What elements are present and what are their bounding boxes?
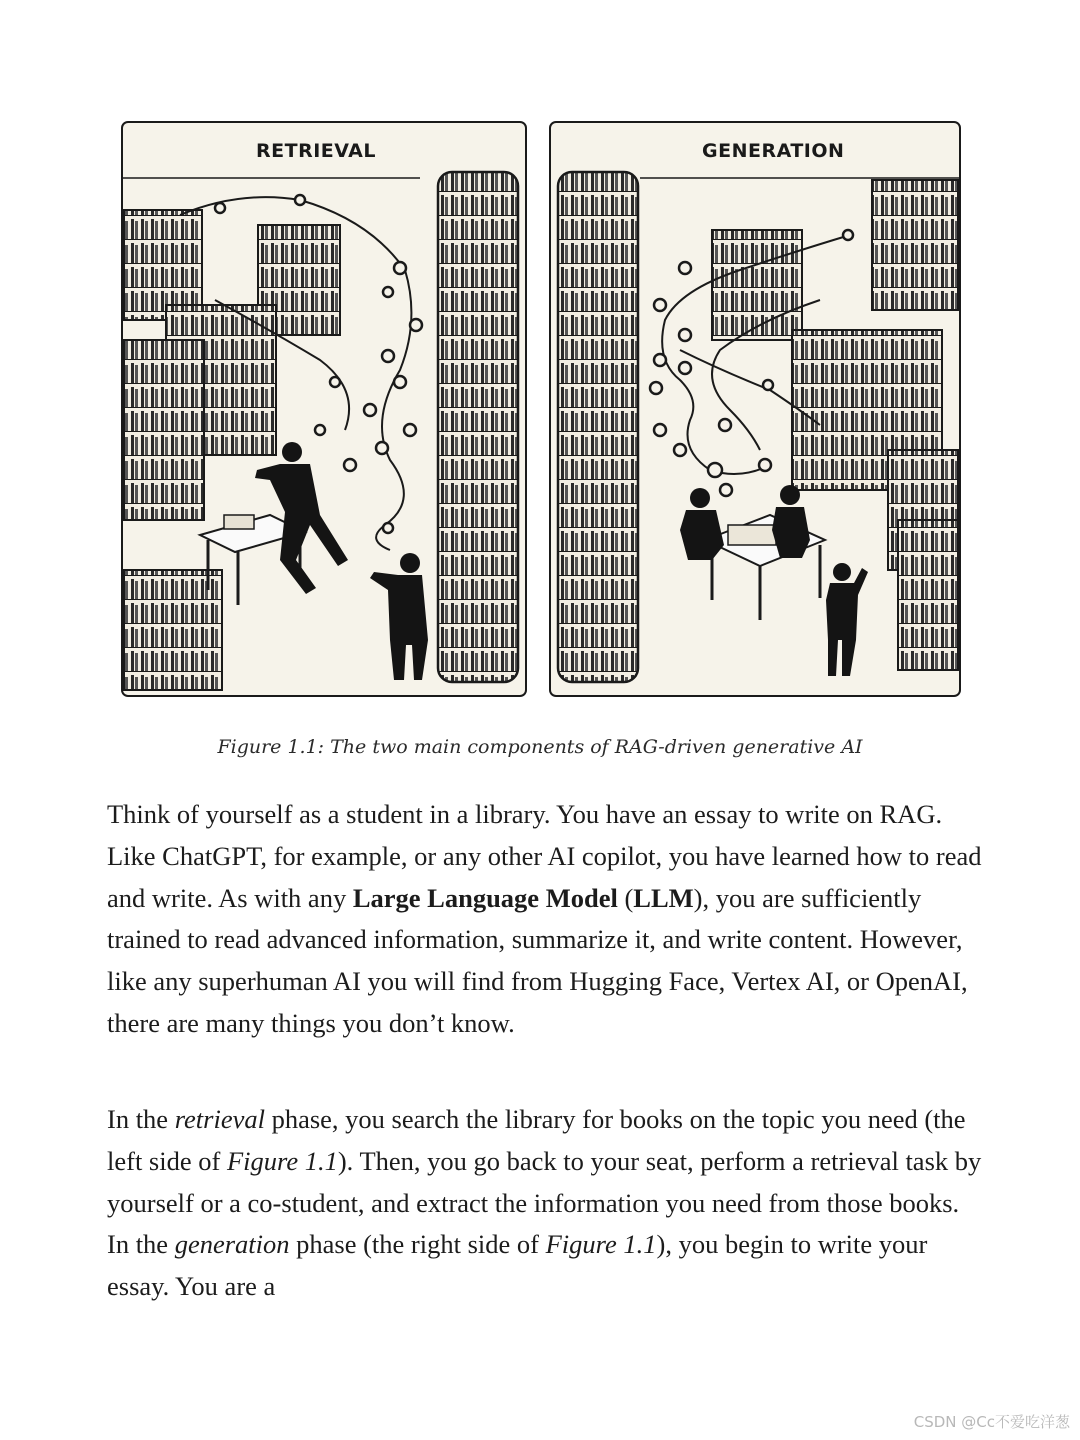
paragraph-2-text: phase, you search the library for books on the topic you need (the left side of — [107, 1104, 966, 1176]
generation-panel — [550, 122, 960, 696]
bold-term-llm: LLM — [633, 882, 694, 913]
bookshelf — [712, 230, 802, 340]
paragraph-1 — [107, 794, 987, 1045]
bold-term-llm-full: Large Language Model — [352, 882, 618, 913]
generation-title: GENERATION — [702, 140, 845, 162]
paragraph-1-text: Think of yourself as a student in a library. You have an essay to write on RAG. Like ChatGPT, for example, or any other AI copilot, you have learned how to read and write. As with any — [107, 799, 982, 913]
paragraph-2-text: In the — [107, 1104, 175, 1134]
paragraph-2-text: phase (the right side of — [289, 1229, 546, 1260]
italic-term-retrieval: retrieval — [174, 1104, 265, 1134]
paragraph-2 — [107, 1099, 987, 1308]
paragraph-1-text: ( — [617, 882, 634, 913]
figure-reference: Figure 1.1 — [226, 1145, 338, 1176]
figure-caption: Figure 1.1: The two main components of RAG-driven generative AI — [217, 736, 863, 758]
figure-reference: Figure 1.1 — [545, 1229, 657, 1260]
bookshelf — [124, 340, 204, 520]
retrieval-title: RETRIEVAL — [256, 140, 376, 162]
watermark: CSDN @Cc不爱吃洋葱 — [913, 1413, 1070, 1431]
paragraph-2-text: ). Then, you go back to your seat, perform a retrieval task by yourself or a co-student, and extract the information you need from those books. In the — [107, 1145, 982, 1260]
bookshelf — [124, 210, 202, 320]
bookshelf — [898, 520, 958, 670]
library-illustration — [120, 120, 962, 700]
retrieval-panel — [122, 122, 526, 696]
tall-bookshelf-left — [438, 172, 518, 682]
bookshelf — [872, 180, 958, 310]
paragraph-2-text: ), you begin to write your essay. You are a — [107, 1229, 928, 1302]
rag-figure — [120, 120, 962, 700]
paragraph-1-text: ), you are sufficiently trained to read advanced information, summarize it, and write content. However, like any superhuman AI you will find from Hugging Face, Vertex AI, or OpenAI, there are many things you don’t know. — [107, 882, 968, 1038]
tall-bookshelf-right — [558, 172, 638, 682]
italic-term-generation: generation — [174, 1229, 290, 1260]
